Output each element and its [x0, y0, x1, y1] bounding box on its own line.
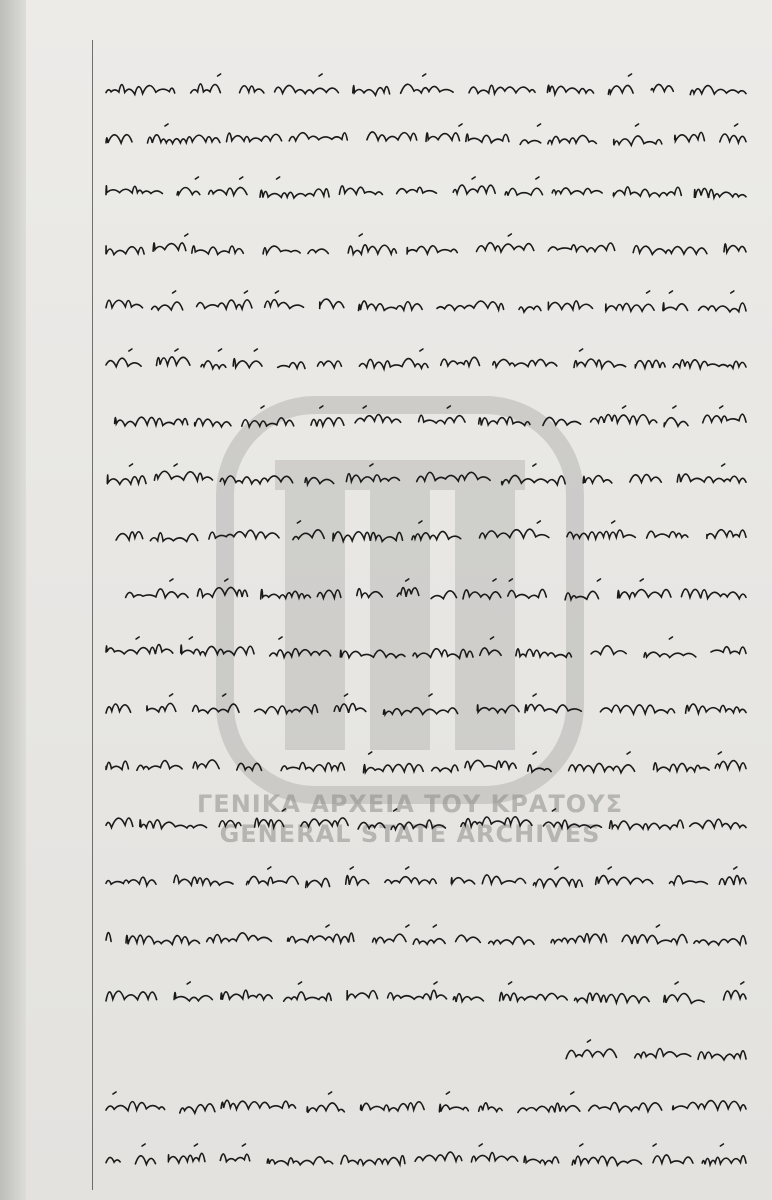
ink-stroke: [100, 230, 750, 262]
handwritten-line: [100, 690, 750, 722]
handwritten-line: [100, 1140, 750, 1172]
handwritten-line: [100, 287, 750, 319]
handwritten-line: [100, 978, 750, 1010]
ink-stroke: [100, 70, 750, 102]
ink-stroke: [100, 748, 750, 780]
handwritten-line: [100, 120, 750, 152]
watermark-english-text: GENERAL STATE ARCHIVES: [219, 820, 601, 848]
ink-stroke: [100, 173, 750, 205]
ink-stroke: [100, 805, 750, 837]
handwritten-line: [100, 402, 750, 434]
ink-stroke: [100, 1140, 750, 1172]
ink-stroke: [100, 978, 750, 1010]
ink-stroke: [100, 575, 750, 607]
handwritten-line: [100, 1036, 750, 1068]
ink-stroke: [100, 120, 750, 152]
ink-stroke: [100, 517, 750, 549]
ink-stroke: [100, 287, 750, 319]
ink-stroke: [100, 345, 750, 377]
handwritten-line: [100, 921, 750, 953]
watermark-greek-text: ΓΕΝΙΚΑ ΑΡΧΕΙΑ ΤΟΥ ΚΡΑΤΟΥΣ: [197, 790, 623, 818]
handwritten-line: [100, 517, 750, 549]
ink-stroke: [100, 460, 750, 492]
handwritten-line: [100, 748, 750, 780]
ink-stroke: [100, 690, 750, 722]
ink-stroke: [100, 402, 750, 434]
handwritten-line: [100, 863, 750, 895]
handwritten-line: [100, 345, 750, 377]
handwritten-line: [100, 633, 750, 665]
handwritten-line: [100, 805, 750, 837]
handwritten-text-block: [100, 55, 750, 1195]
ink-stroke: [100, 633, 750, 665]
handwritten-line: [100, 173, 750, 205]
ink-stroke: [555, 1036, 750, 1068]
ink-stroke: [100, 1088, 750, 1120]
handwritten-line: [100, 575, 750, 607]
ink-stroke: [100, 921, 750, 953]
handwritten-line: [100, 230, 750, 262]
ink-stroke: [100, 863, 750, 895]
handwritten-line: [100, 70, 750, 102]
handwritten-line: [100, 1088, 750, 1120]
page-edge-shadow: [0, 0, 26, 1200]
handwritten-line: [100, 460, 750, 492]
margin-rule: [92, 40, 93, 1190]
